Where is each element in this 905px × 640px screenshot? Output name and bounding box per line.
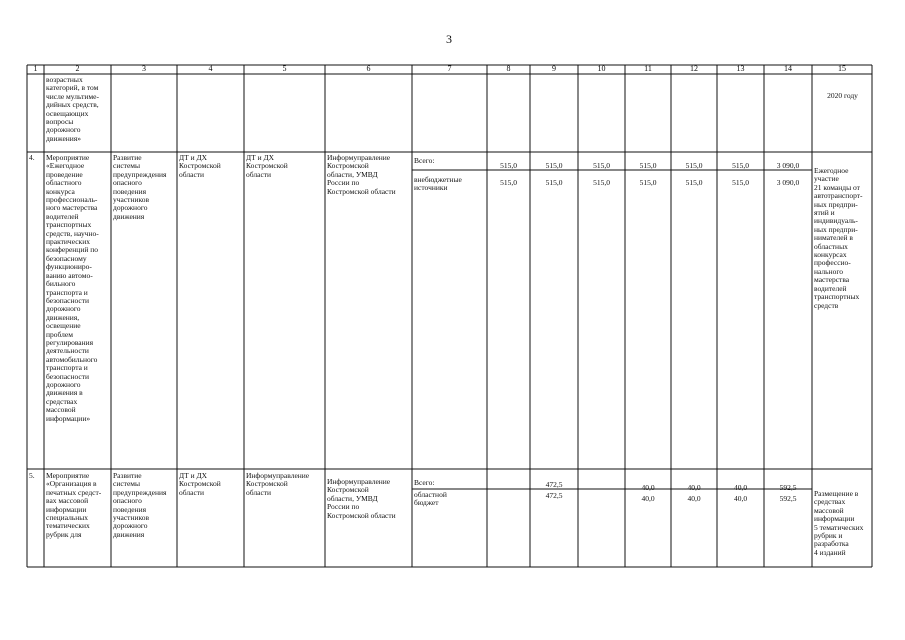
col-header-6: 6 [366, 64, 371, 73]
col-header-5: 5 [282, 64, 287, 73]
row5-total-2020: 40,0 [733, 483, 748, 492]
row4-total-2016: 515,0 [545, 161, 563, 170]
row5-src-2019: 40,0 [687, 494, 701, 503]
row5-total-2016: 472,5 [545, 480, 563, 489]
row5-src-2016: 472,5 [545, 491, 563, 500]
row4-responsible: ДТ и ДХ Костромской области [179, 154, 221, 179]
row4-total-2019: 515,0 [685, 161, 703, 170]
row4-total-2017: 515,0 [593, 161, 610, 170]
row5-total-2018: 40,0 [641, 483, 655, 492]
row5-source-total: Всего: [414, 479, 435, 487]
row4-src-2015: 515,0 [500, 178, 517, 187]
col-header-2: 2 [75, 64, 80, 73]
row5-source: областной бюджет [414, 491, 447, 508]
continuation-col15: 2020 году [827, 92, 858, 100]
col-header-13: 13 [736, 64, 745, 73]
col-header-12: 12 [690, 64, 698, 73]
col-header-10: 10 [597, 64, 606, 73]
row4-src-2017: 515,0 [593, 178, 610, 187]
row5-result: Размещение в средствах массовой информации 5 тематических рубрик и разработка 4 изданий [814, 490, 864, 557]
row5-number: 5. [29, 472, 35, 480]
row4-executor: ДТ и ДХ Костромской области [246, 154, 288, 179]
row4-src-sum: 3 090,0 [776, 178, 800, 187]
row5-total-sum: 592,5 [779, 483, 797, 492]
col-header-8: 8 [506, 64, 511, 73]
row4-src-2019: 515,0 [685, 178, 703, 187]
page-number: 3 [446, 32, 452, 46]
row4-participants: Информуправление Костромской области, УМВД России по Костромской области [327, 154, 396, 196]
col-header-1: 1 [33, 64, 38, 73]
row4-source: внебюджетные источники [414, 176, 462, 193]
row5-event: Мероприятие «Организация в печатных средст- вах массовой информации специальных тематических рубрик для [46, 472, 102, 539]
row4-total-2018: 515,0 [639, 161, 657, 170]
col-header-9: 9 [552, 64, 556, 73]
row5-src-sum: 592,5 [779, 494, 797, 503]
row5-responsible: ДТ и ДХ Костромской области [179, 472, 221, 497]
row4-event: Мероприятие «Ежегодное проведение областного конкурса профессиональ- ного мастерства водителей транспортных средств, научно- практических конференций по безопасному функциониро- ванию автомо- бильного транспорта и безопасности дорожного движения, освещение проблем регулирования деятельности автомобильного транспорта и безопасности дорожного движения в средствах массовой информации» [46, 154, 99, 423]
row4-total-2015: 515,0 [500, 161, 517, 170]
col-header-7: 7 [447, 64, 452, 73]
col-header-15: 15 [838, 64, 846, 73]
row5-participants: Информуправление Костромской области, УМВД России по Костромской области [327, 478, 396, 520]
row4-total-2020: 515,0 [732, 161, 749, 170]
continuation-col2: возрастных категорий, в том числе мультиме- дийных средств, освещающих вопросы дорожного движения» [46, 76, 99, 143]
col-header-4: 4 [208, 64, 213, 73]
row4-src-2020: 515,0 [732, 178, 749, 187]
row5-src-2020: 40,0 [733, 494, 748, 503]
row4-result: Ежегодное участие 21 команды от автотранспорт- ных предпри- ятий и индивидуаль- ных предпри- нимателей в областных конкурсах профессио- нального мастерства водителей транспортных средств [814, 167, 863, 310]
row4-src-2016: 515,0 [545, 178, 563, 187]
row4-number: 4. [29, 154, 35, 162]
row5-goal: Развитие системы предупреждения опасного поведения участников дорожного движения [113, 472, 167, 539]
row5-src-2018: 40,0 [641, 494, 655, 503]
col-header-3: 3 [142, 64, 146, 73]
row5-executor: Информуправление Костромской области [246, 472, 310, 497]
row4-total-sum: 3 090,0 [776, 161, 800, 170]
row4-goal: Развитие системы предупреждения опасного поведения участников дорожного движения [113, 154, 167, 221]
col-header-14: 14 [784, 64, 792, 73]
row4-src-2018: 515,0 [639, 178, 657, 187]
row4-source-total: Всего: [414, 157, 435, 165]
row5-total-2019: 40,0 [687, 483, 701, 492]
col-header-11: 11 [644, 64, 652, 73]
